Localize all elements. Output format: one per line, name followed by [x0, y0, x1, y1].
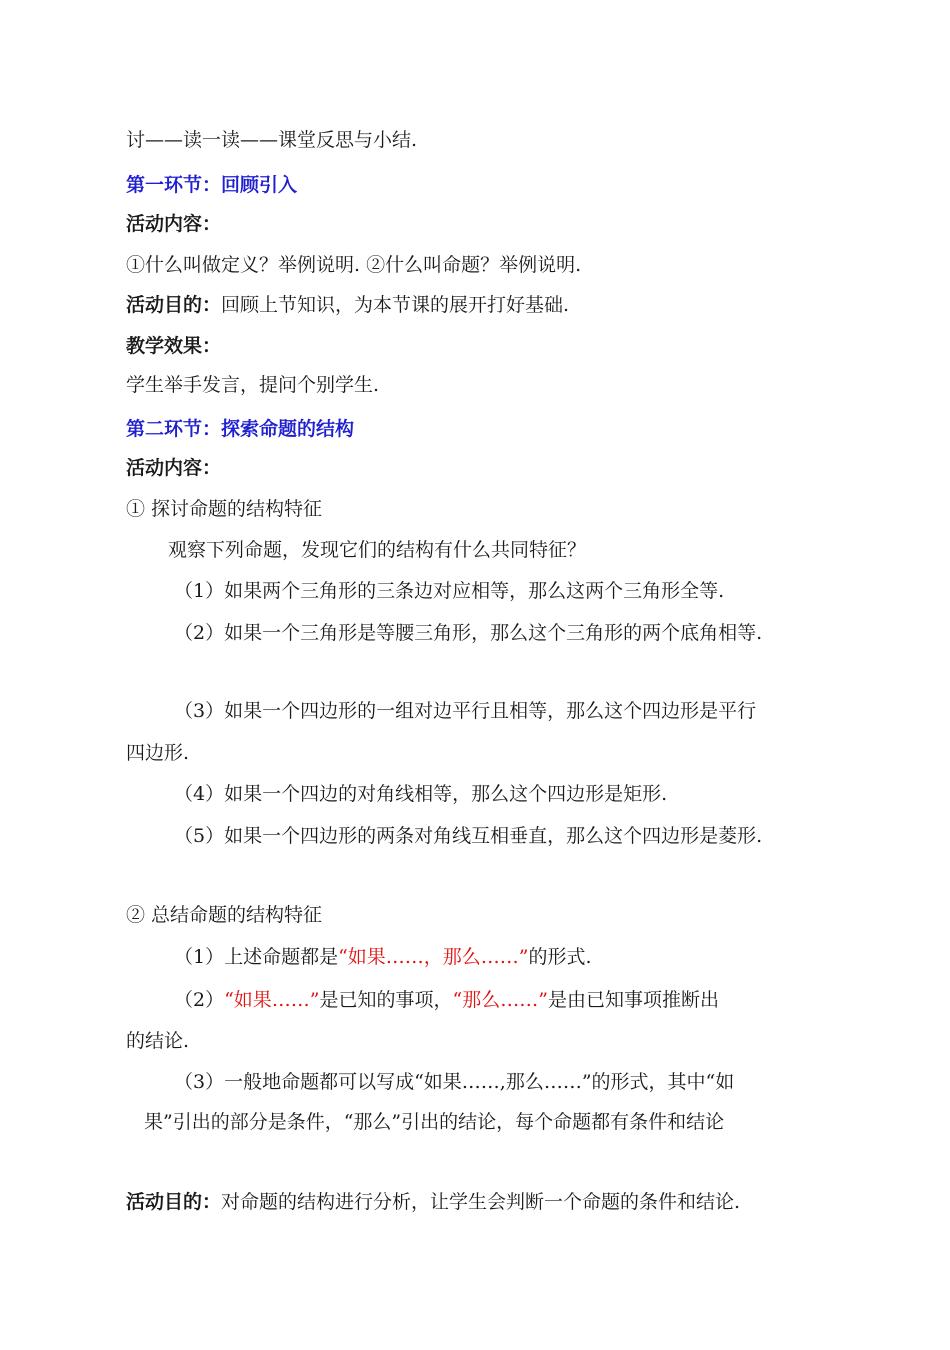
activity-purpose-text: 对命题的结构进行分析，让学生会判断一个命题的条件和结论. — [221, 1191, 741, 1213]
summary-item — [174, 987, 719, 1013]
summary-text: （2） — [174, 989, 225, 1011]
summary-item — [174, 944, 592, 970]
text-line: 观察下列命题，发现它们的结构有什么共同特征？ — [168, 539, 587, 561]
section-heading-2: 第二环节：探索命题的结构 — [126, 418, 355, 440]
emphasis-text: “那么……” — [452, 989, 548, 1011]
text-line: ① 探讨命题的结构特征 — [126, 498, 323, 520]
activity-purpose-line — [126, 1189, 740, 1215]
activity-purpose-label: 活动目的： — [126, 294, 222, 316]
summary-text: 是已知的事项， — [319, 989, 453, 1011]
teaching-effect-label: 教学效果： — [126, 335, 222, 357]
proposition-item: （4）如果一个四边的对角线相等，那么这个四边形是矩形. — [174, 783, 668, 805]
activity-content-label: 活动内容： — [126, 213, 222, 235]
activity-purpose-line — [126, 292, 569, 318]
summary-item-continued: 的结论. — [126, 1030, 190, 1052]
section-heading-1: 第一环节：回顾引入 — [126, 174, 298, 196]
summary-item-continued: 果”引出的部分是条件，“那么”引出的结论，每个命题都有条件和结论 — [144, 1111, 725, 1133]
activity-purpose-text: 回顾上节知识，为本节课的展开打好基础. — [221, 294, 570, 316]
text-line: 讨——读一读——课堂反思与小结. — [126, 129, 418, 151]
summary-text: （1）上述命题都是 — [174, 946, 339, 968]
proposition-item: （2）如果一个三角形是等腰三角形，那么这个三角形的两个底角相等. — [174, 622, 763, 644]
proposition-item-continued: 四边形. — [126, 742, 190, 764]
summary-text: 是由已知事项推断出 — [547, 989, 719, 1011]
activity-content-label: 活动内容： — [126, 457, 222, 479]
proposition-item: （1）如果两个三角形的三条边对应相等，那么这两个三角形全等. — [174, 580, 725, 602]
emphasis-text: “如果……” — [224, 989, 320, 1011]
summary-item: （3）一般地命题都可以写成“如果……,那么……”的形式，其中“如 — [174, 1071, 735, 1093]
emphasis-text: “如果……，那么……” — [338, 946, 529, 968]
text-line: ①什么叫做定义？举例说明. ②什么叫命题？举例说明. — [126, 254, 582, 276]
activity-purpose-label: 活动目的： — [126, 1191, 222, 1213]
proposition-item: （3）如果一个四边形的一组对边平行且相等，那么这个四边形是平行 — [174, 700, 757, 722]
proposition-item: （5）如果一个四边形的两条对角线互相垂直，那么这个四边形是菱形. — [174, 825, 763, 847]
text-line: 学生举手发言，提问个别学生. — [126, 374, 380, 396]
text-line: ② 总结命题的结构特征 — [126, 904, 323, 926]
summary-text: 的形式. — [528, 946, 592, 968]
